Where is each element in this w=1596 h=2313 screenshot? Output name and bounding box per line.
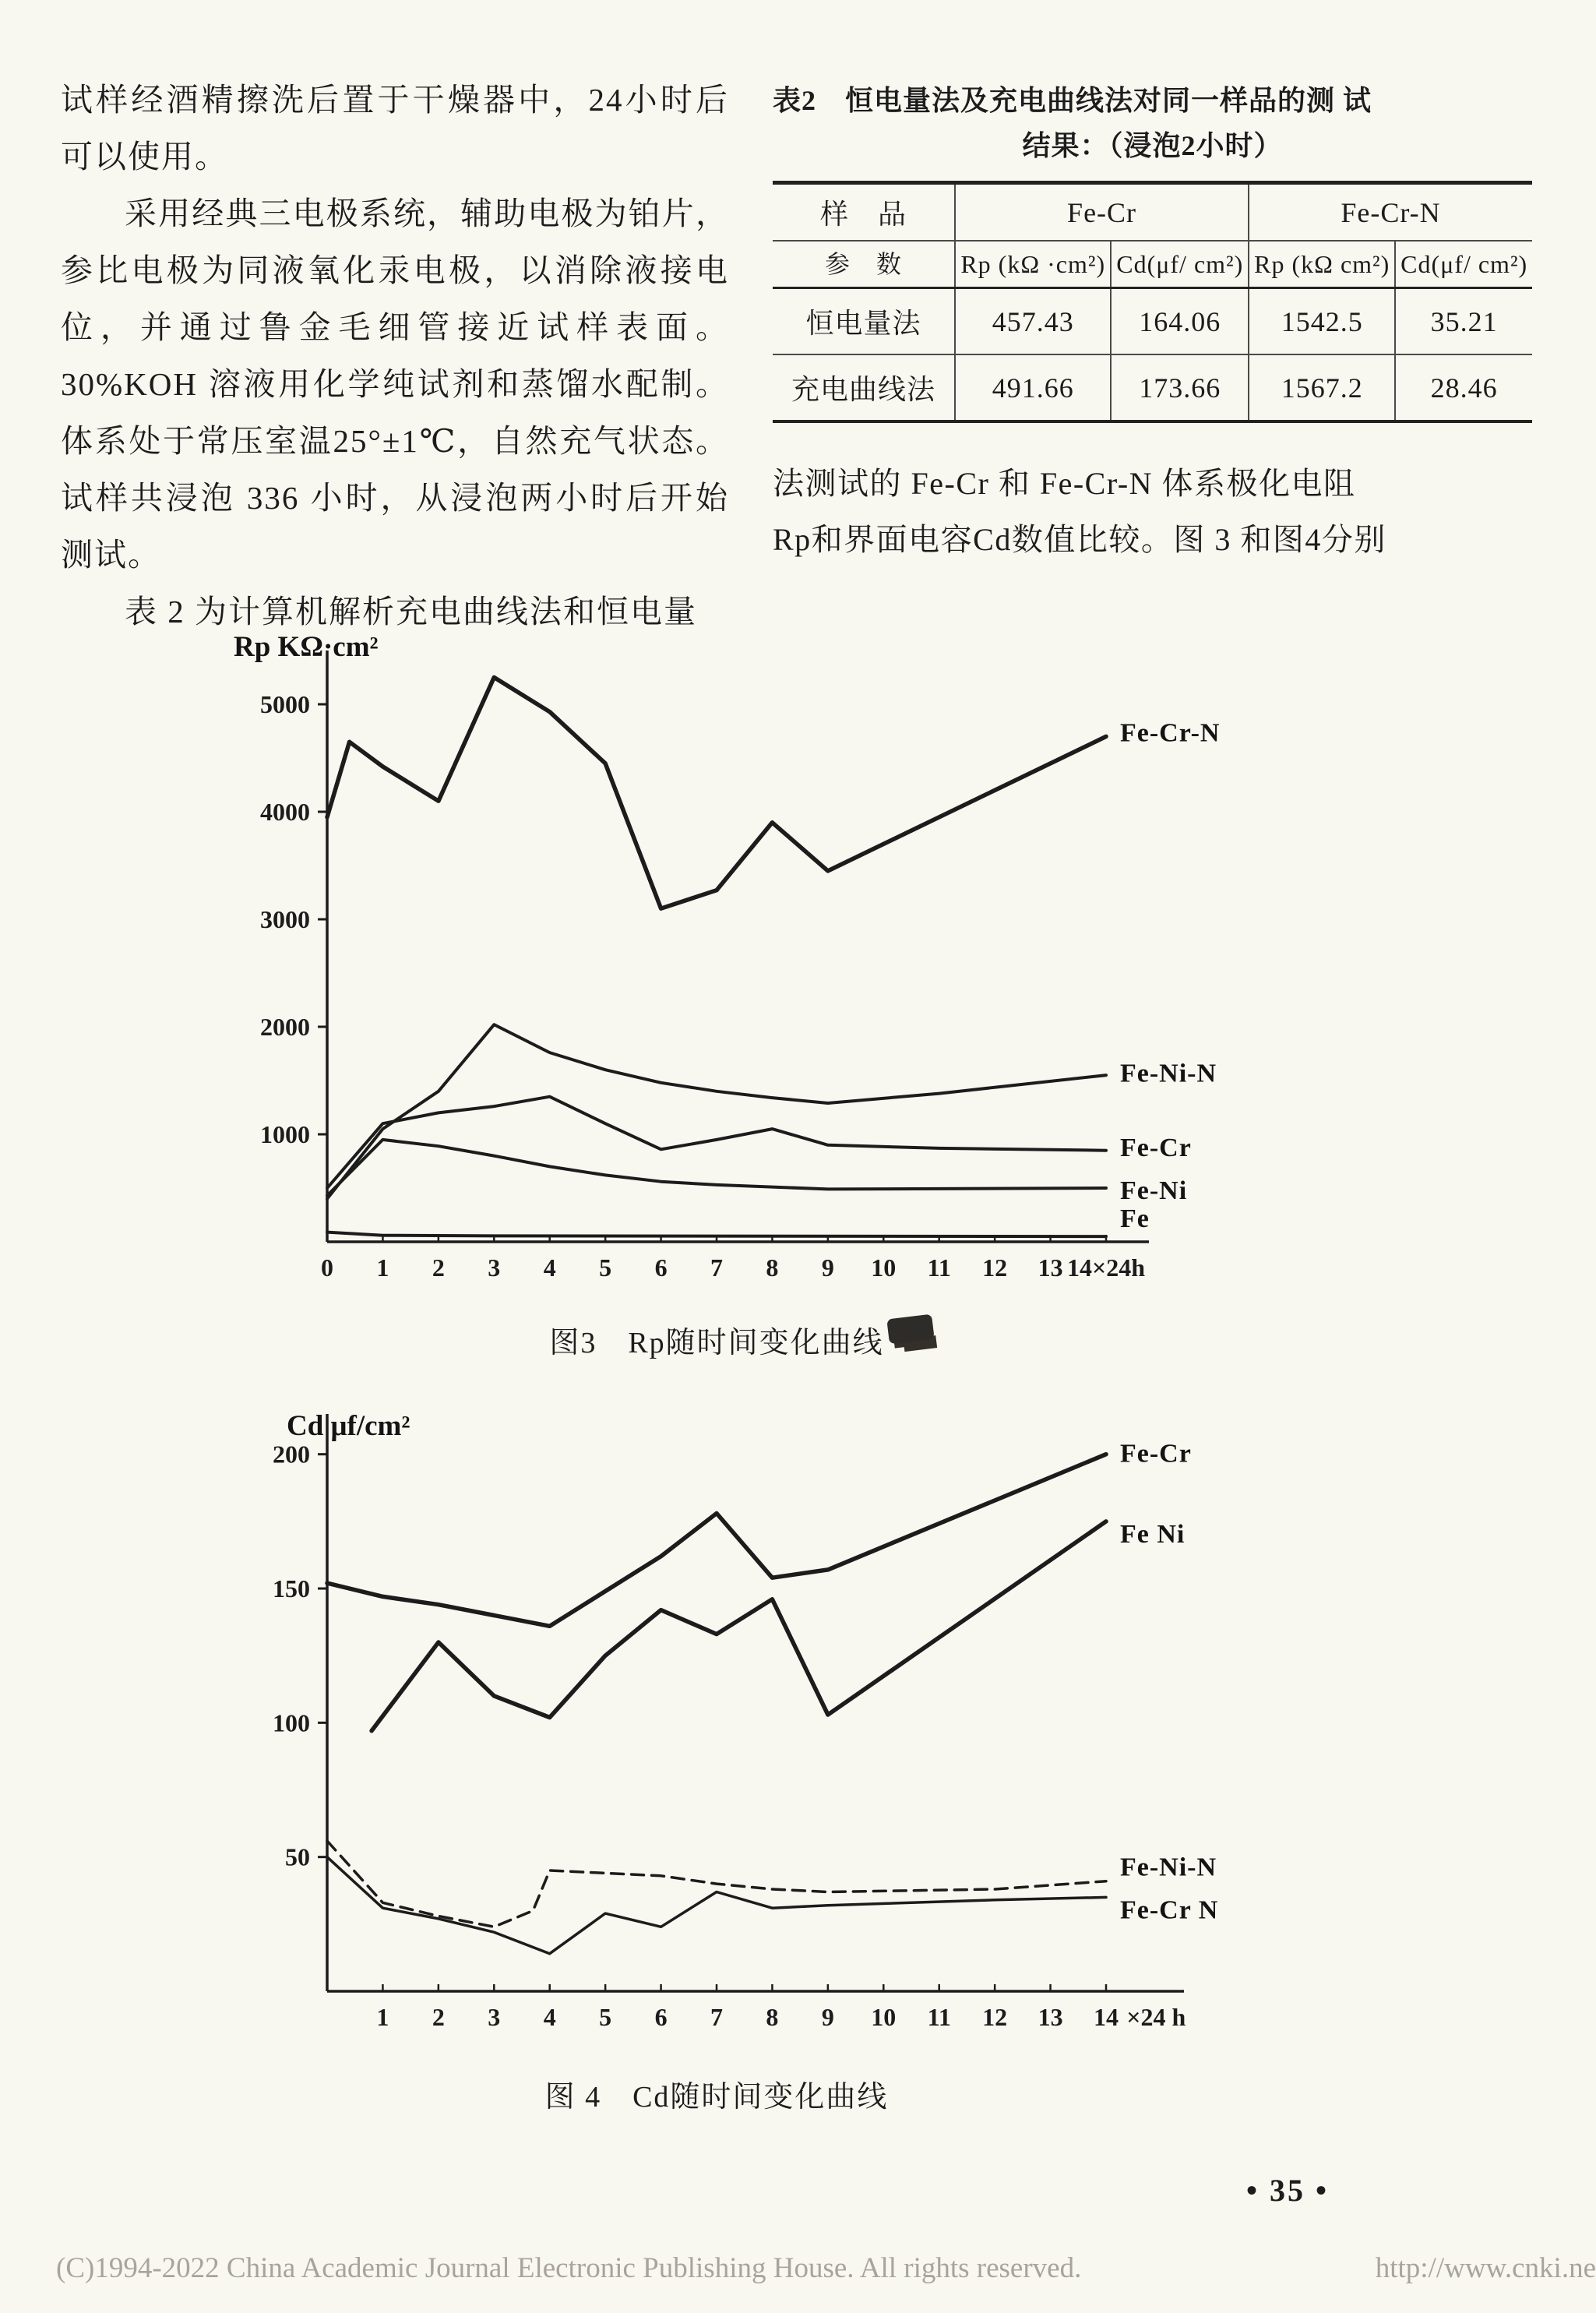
- y-tick-label: 100: [273, 1708, 310, 1737]
- x-tick-label: 8: [766, 1253, 779, 1282]
- y-tick-label: 200: [273, 1440, 310, 1469]
- series-Fe-Cr-N: [327, 1857, 1106, 1954]
- series-label: Fe Ni: [1120, 1520, 1186, 1550]
- x-tick-label: 14: [1094, 2003, 1119, 2031]
- cd-time-chart: [117, 1402, 1363, 2049]
- series-label: Fe: [1120, 1204, 1150, 1234]
- param-label: 参 数: [773, 241, 955, 288]
- x-tick-label: 11: [927, 1253, 951, 1282]
- x-tick-label: 11: [927, 2003, 951, 2031]
- subheader-cd-2: Cd(μf/ cm²): [1395, 241, 1532, 288]
- x-tick-label: 2: [432, 1253, 445, 1282]
- cell: 1542.5: [1249, 288, 1395, 355]
- x-tick-label: 1: [376, 2003, 389, 2031]
- left-text-column: [61, 72, 729, 640]
- x-tick-label: 3: [488, 2003, 501, 2031]
- figure-4-caption: 图 4 Cd随时间变化曲线: [544, 2081, 889, 2114]
- row-label: 恒电量法: [773, 288, 955, 355]
- footer-url: http://www.cnki.ne: [1375, 2252, 1596, 2284]
- cell: 1567.2: [1249, 354, 1395, 421]
- cd-time-chart-svg: [117, 1402, 1363, 2049]
- header-sample: 样 品: [773, 183, 955, 242]
- footer: [0, 2251, 1596, 2285]
- series-label: Fe-Cr: [1120, 1439, 1192, 1469]
- x-tick-label: 12: [982, 1253, 1008, 1282]
- cell: 457.43: [955, 288, 1111, 355]
- x-tick-label: 6: [654, 1253, 668, 1282]
- series-label: Fe-Ni-N: [1120, 1853, 1217, 1882]
- cell: 164.06: [1111, 288, 1249, 355]
- cell: 491.66: [955, 354, 1111, 421]
- rp-time-chart: [117, 608, 1363, 1309]
- table-header-row: [773, 183, 1532, 242]
- y-tick-label: 5000: [260, 690, 310, 718]
- x-tick-label: 14×24h: [1066, 1253, 1146, 1282]
- subheader-cd-1: Cd(μf/ cm²): [1111, 241, 1249, 288]
- paragraph: 试样经酒精擦洗后置于干燥器中，24小时后可以使用。: [61, 82, 729, 175]
- rp-time-chart-svg: [117, 608, 1363, 1309]
- y-tick-label: 4000: [260, 798, 310, 826]
- x-tick-label: 5: [599, 1253, 612, 1282]
- series-Fe-Ni: [372, 1521, 1106, 1731]
- series-Fe-Cr-N: [327, 678, 1106, 909]
- x-tick-label: 8: [766, 2003, 779, 2031]
- paragraph: 采用经典三电极系统，辅助电极为铂片，参比电极为同液氧化汞电极，以消除液接电位，并通过鲁金毛细管接近试样表面。30%KOH 溶液用化学纯试剂和蒸馏水配制。体系处于常压室温25°±1℃，自然充气状态。试样共浸泡 336 小时，从浸泡两小时后开始测试。: [61, 196, 729, 573]
- x-tick-label: 10: [871, 2003, 897, 2031]
- y-tick-label: 1000: [260, 1120, 310, 1148]
- series-label: Fe-Cr-N: [1120, 718, 1221, 748]
- x-tick-label: 1: [376, 1253, 389, 1282]
- x-tick-label: 2: [432, 2003, 445, 2031]
- row-label: 充电曲线法: [791, 374, 935, 405]
- table-caption: [773, 78, 1532, 168]
- right-text-column: [773, 78, 1532, 568]
- y-tick-label: 2000: [260, 1013, 310, 1041]
- header-fe-cr-n: Fe-Cr-N: [1249, 183, 1532, 242]
- x-tick-label: 9: [821, 1253, 834, 1282]
- x-tick-label: ×24 h: [1126, 2003, 1186, 2031]
- x-tick-label: 3: [488, 1253, 501, 1282]
- y-tick-label: 50: [285, 1842, 310, 1871]
- paragraph-after-table: [773, 456, 1532, 568]
- y-tick-label: 150: [273, 1574, 310, 1603]
- series-label: Fe-Cr: [1120, 1133, 1192, 1162]
- x-tick-label: 12: [982, 2003, 1008, 2031]
- footer-copyright: (C)1994-2022 China Academic Journal Electronic Publishing House. All rights reserved.: [56, 2252, 1082, 2284]
- figure-3-caption: 图3 Rp随时间变化曲线: [549, 1327, 884, 1359]
- x-tick-label: 13: [1038, 2003, 1063, 2031]
- table-subheader-row: [773, 241, 1532, 288]
- series-Fe-Ni-N: [327, 1841, 1106, 1927]
- x-tick-label: 10: [871, 1253, 897, 1282]
- paragraph-line: Rp和界面电容Cd数值比较。图 3 和图4分别: [773, 522, 1386, 557]
- series-label: Fe-Cr N: [1120, 1895, 1219, 1925]
- x-tick-label: 7: [710, 2003, 723, 2031]
- subheader-rp-1: Rp (kΩ ·cm²): [955, 241, 1111, 288]
- table-2: [773, 181, 1532, 423]
- cell: 173.66: [1111, 354, 1249, 421]
- series-Fe: [327, 1232, 1106, 1237]
- header-fe-cr: Fe-Cr: [955, 183, 1249, 242]
- table-row: [773, 288, 1532, 355]
- table-caption-line2: 结果：（浸泡2小时）: [1022, 130, 1283, 161]
- paragraph: 表 2 为计算机解析充电曲线法和恒电量: [125, 594, 697, 629]
- table-row: [773, 354, 1532, 421]
- x-tick-label: 5: [599, 2003, 612, 2031]
- table-caption-line1: 表2 恒电量法及充电曲线法对同一样品的测 试: [773, 85, 1372, 116]
- series-label: Fe-Ni-N: [1120, 1059, 1217, 1088]
- paragraph-line: 法测试的 Fe-Cr 和 Fe-Cr-N 体系极化电阻: [773, 466, 1356, 501]
- x-tick-label: 7: [710, 1253, 723, 1282]
- series-Fe-Cr: [327, 1097, 1106, 1188]
- cell: 28.46: [1395, 354, 1532, 421]
- x-tick-label: 0: [321, 1253, 333, 1282]
- subheader-rp-2: Rp (kΩ cm²): [1249, 241, 1395, 288]
- y-tick-label: 3000: [260, 905, 310, 933]
- x-tick-label: 13: [1038, 1253, 1063, 1282]
- x-tick-label: 4: [543, 1253, 556, 1282]
- series-label: Fe-Ni: [1120, 1176, 1188, 1206]
- y-axis-title: Rp KΩ·cm²: [234, 631, 379, 663]
- page-number: • 35 •: [1246, 2173, 1330, 2208]
- x-tick-label: 4: [543, 2003, 556, 2031]
- x-tick-label: 6: [654, 2003, 668, 2031]
- cell: 35.21: [1395, 288, 1532, 355]
- x-tick-label: 9: [821, 2003, 834, 2031]
- y-axis-title: Cd μf/cm²: [287, 1410, 410, 1442]
